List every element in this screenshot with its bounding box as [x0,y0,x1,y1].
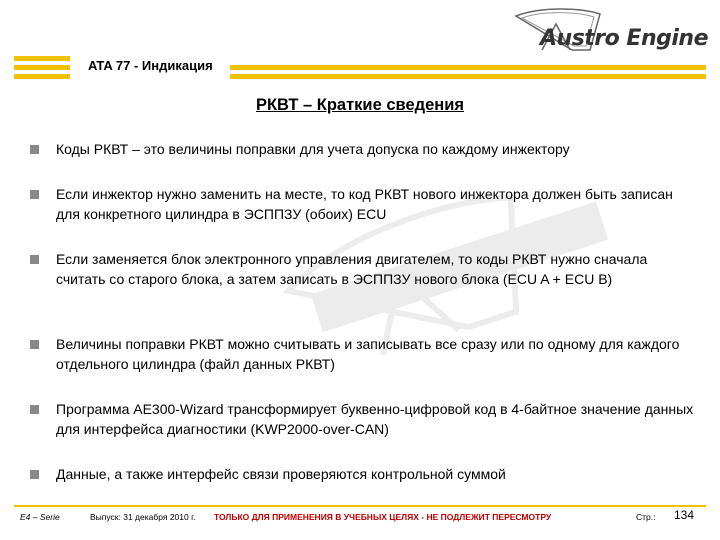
bullet-text: Если заменяется блок электронного управления двигателем, то коды РКВТ нужно сначала считать со старого блока, а затем записать в ЭСППЗУ нового блока (ECU A + ECU B) [56,251,648,287]
bullet-text: Программа AE300-Wizard трансформирует буквенно-цифровой код в 4-байтное значение данных для интерфейса диагностики (KWP2000-over-CAN) [56,401,694,437]
bullet-marker-icon [30,470,39,479]
bullet-text: Величины поправки РКВТ можно считывать и записывать все сразу или по одному для каждого отдельного цилиндра (файл данных РКВТ) [56,336,680,372]
footer-page-label: Стр.: [636,512,656,522]
footer-divider [14,505,706,507]
slide-title: РКВТ – Краткие сведения [255,96,465,114]
bullet-marker-icon [30,145,39,154]
bullet-marker-icon [30,255,39,264]
header-stripe-1 [14,56,70,61]
footer-issue: Выпуск: 31 декабря 2010 г. [90,512,196,522]
footer-series: E4 – Serie [20,512,60,522]
bullet-text: Если инжектор нужно заменить на месте, то код РКВТ нового инжектора должен быть записан для конкретного цилиндра в ЭСППЗУ (обоих) ECU [56,186,673,222]
bullet-marker-icon [30,190,39,199]
bullet-marker-icon [30,405,39,414]
logo-text: Austro Engine [540,26,708,51]
footer-notice: ТОЛЬКО ДЛЯ ПРИМЕНЕНИЯ В УЧЕБНЫХ ЦЕЛЯХ - НЕ ПОДЛЕЖИТ ПЕРЕСМОТРУ [214,512,552,522]
header-stripe-5 [230,74,706,79]
header-title: ATA 77 - Индикация [88,58,213,73]
bullet-text: Данные, а также интерфейс связи проверяются контрольной суммой [56,466,506,482]
header-stripe-3 [14,74,70,79]
footer-page-number: 134 [674,508,695,522]
header-stripe-2 [14,65,70,70]
header-stripe-4 [230,65,706,70]
bullet-marker-icon [30,340,39,349]
bullet-text: Коды РКВТ – это величины поправки для учета допуска по каждому инжектору [56,141,570,157]
